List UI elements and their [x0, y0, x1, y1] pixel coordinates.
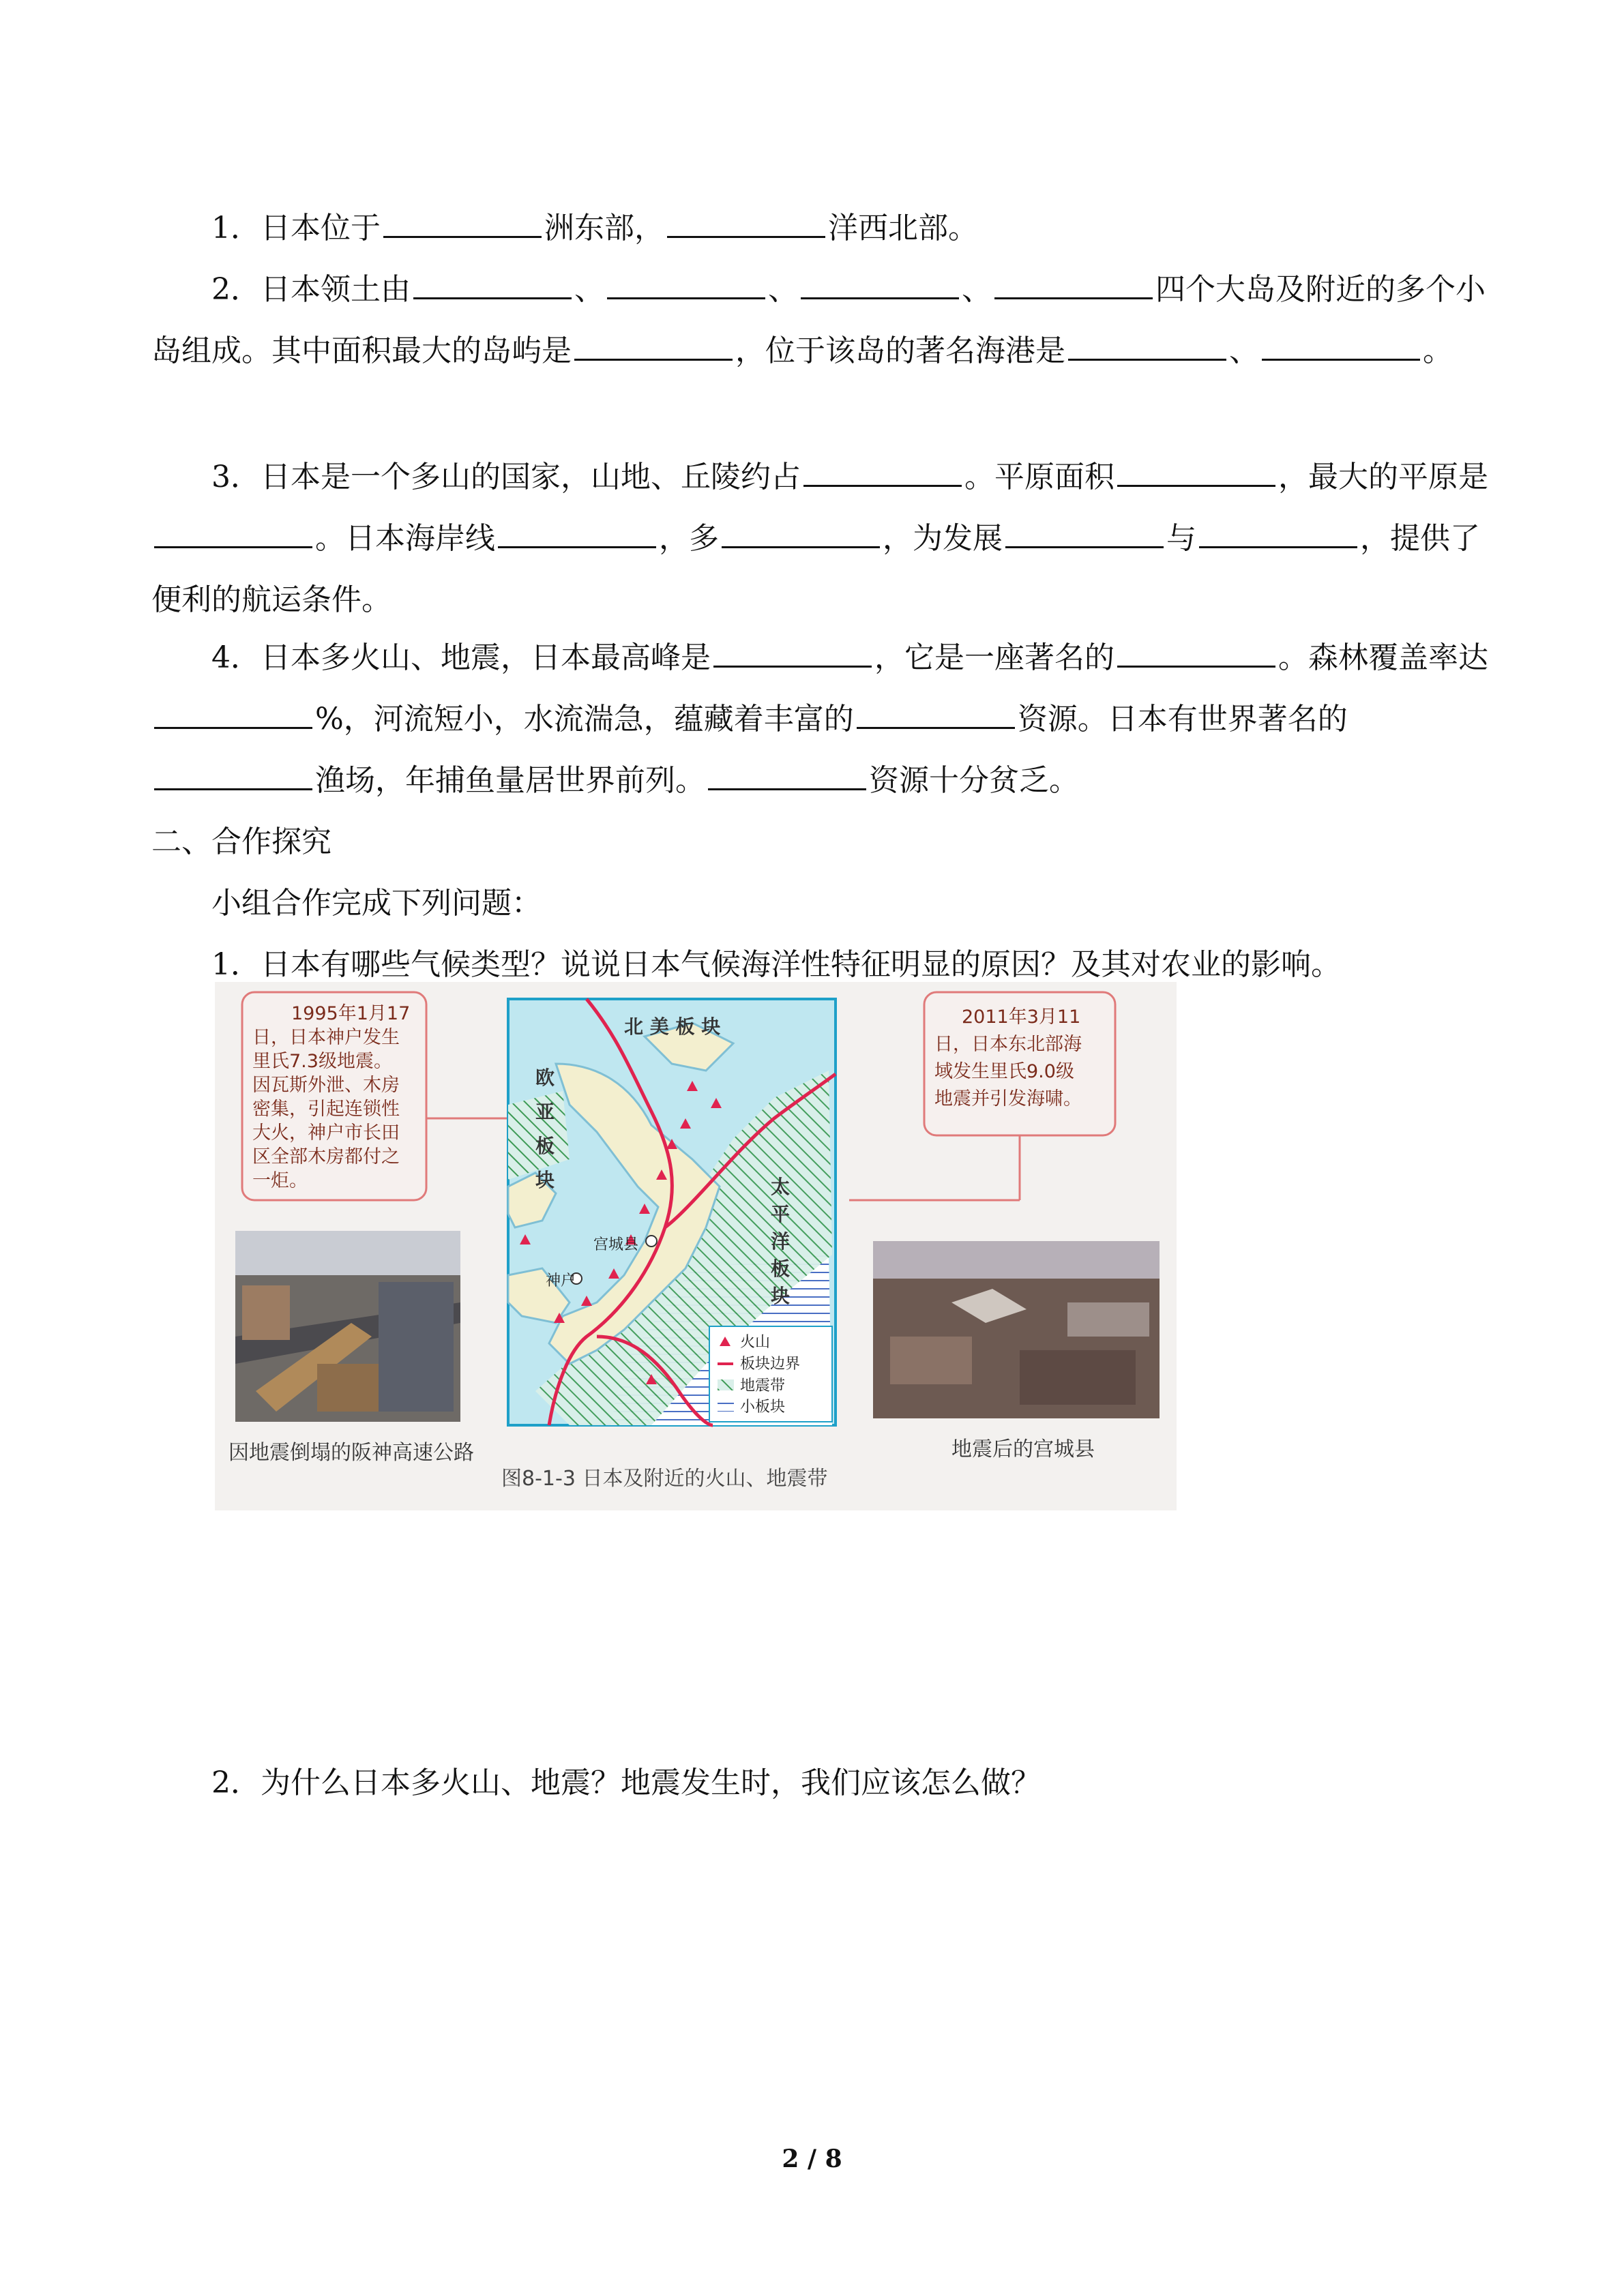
callout-right-line: 2011年3月11	[962, 1007, 1081, 1028]
label-pacific-plate	[771, 1176, 790, 1307]
q2-text: 、	[962, 272, 992, 307]
photo-collapsed-highway	[235, 1231, 460, 1422]
answer-blank[interactable]	[1199, 516, 1357, 548]
q4-text: %，河流短小，水流湍急，蕴藏着丰富的	[315, 702, 854, 736]
callout-right-line: 日，日本东北部海	[934, 1034, 1082, 1055]
callout-left-line: 一炬。	[252, 1170, 308, 1191]
q3-text: ，多	[659, 521, 719, 556]
q4-text: 资源十分贫乏。	[869, 763, 1079, 798]
figure-svg	[215, 982, 1177, 1510]
q1-number: 1．	[211, 211, 261, 245]
answer-blank[interactable]	[1005, 516, 1164, 548]
figure-caption: 图8-1-3 日本及附近的火山、地震带	[501, 1467, 828, 1491]
city-marker-miyagi	[646, 1236, 657, 1247]
answer-blank[interactable]	[383, 206, 542, 238]
plate-label-char: 平	[771, 1203, 791, 1225]
plate-label-char: 块	[535, 1169, 555, 1191]
label-north-america-plate: 北 美 板 块	[624, 1015, 721, 1038]
plate-label-char: 欧	[535, 1067, 555, 1089]
answer-blank[interactable]	[708, 758, 866, 790]
question-3	[151, 447, 1488, 631]
photo-miyagi	[873, 1241, 1160, 1418]
label-kobe: 神户	[546, 1272, 576, 1289]
q3-text: ，为发展	[883, 521, 1003, 556]
q4-number: 4．	[211, 640, 261, 675]
answer-blank[interactable]	[667, 206, 825, 238]
callout-left-line: 日，日本神户发生	[252, 1027, 400, 1048]
legend-label: 板块边界	[740, 1356, 801, 1373]
answer-blank[interactable]	[154, 758, 312, 790]
callout-left-line: 密集，引起连锁性	[252, 1099, 400, 1120]
section-heading: 二、合作探究	[151, 824, 331, 859]
answer-blank[interactable]	[857, 697, 1015, 729]
q3-text: 。日本海岸线	[315, 521, 495, 556]
legend-label: 地震带	[740, 1377, 786, 1395]
plate-label-char: 板	[535, 1135, 555, 1157]
earthquake-belt-icon	[718, 1380, 734, 1390]
q1-text: 日本位于	[261, 211, 381, 245]
callout-left-line: 1995年1月17	[291, 1003, 411, 1024]
page-number: 2 / 8	[782, 2145, 842, 2173]
answer-blank[interactable]	[1117, 636, 1275, 668]
answer-blank[interactable]	[1117, 455, 1275, 487]
section-intro: 小组合作完成下列问题：	[211, 886, 542, 921]
q2-text: 、	[574, 272, 604, 307]
q2-text: 、	[768, 272, 798, 307]
answer-blank[interactable]	[607, 267, 765, 299]
q4-text: 。森林覆盖率达	[1278, 640, 1488, 675]
q2-text: 。	[1423, 333, 1453, 368]
map-japan-plates	[508, 999, 836, 1425]
answer-blank[interactable]	[801, 267, 959, 299]
legend-label: 小板块	[740, 1399, 786, 1416]
q1-text: 洲东部，	[544, 211, 664, 245]
answer-blank[interactable]	[413, 267, 572, 299]
q1-text: 洋西北部。	[828, 211, 978, 245]
answer-blank[interactable]	[574, 329, 733, 361]
map-legend	[709, 1326, 832, 1422]
q3-text: ，最大的平原是	[1278, 460, 1488, 494]
callout-left-line: 区全部木房都付之	[252, 1146, 400, 1167]
plate-label-char: 板	[771, 1257, 791, 1280]
answer-blank[interactable]	[994, 267, 1153, 299]
q3-number: 3．	[211, 460, 261, 494]
q3-text: 。平原面积	[964, 460, 1114, 494]
discussion-question-1: 1．日本有哪些气候类型？说说日本气候海洋性特征明显的原因？及其对农业的影响。	[211, 947, 1341, 982]
q4-text: 日本多火山、地震，日本最高峰是	[261, 640, 711, 675]
answer-blank[interactable]	[154, 697, 312, 729]
caption-right: 地震后的宫城县	[951, 1437, 1095, 1461]
q4-text: ，它是一座著名的	[874, 640, 1114, 675]
callout-left-line: 里氏7.3级地震。	[252, 1051, 392, 1072]
callout-right-line: 地震并引发海啸。	[934, 1088, 1082, 1109]
q3-text: ，提供了便利的航运条件。	[151, 521, 1480, 617]
answer-blank[interactable]	[1262, 329, 1420, 361]
label-miyagi: 宫城县	[593, 1236, 639, 1253]
answer-blank[interactable]	[498, 516, 656, 548]
q2-text: ，位于该岛的著名海港是	[735, 333, 1065, 368]
answer-blank[interactable]	[803, 455, 962, 487]
earthquake-figure	[215, 982, 1177, 1510]
q3-text: 与	[1166, 521, 1196, 556]
q2-text: 日本领土由	[261, 272, 411, 307]
q3-text: 日本是一个多山的国家，山地、丘陵约占	[261, 460, 801, 494]
plate-label-char: 洋	[771, 1230, 791, 1253]
plate-label-char: 太	[771, 1176, 791, 1198]
discussion-question-2: 2．为什么日本多火山、地震？地震发生时，我们应该怎么做？	[211, 1765, 1041, 1800]
callout-left-line: 因瓦斯外泄、木房	[252, 1075, 400, 1096]
answer-blank[interactable]	[154, 516, 312, 548]
question-2	[151, 259, 1488, 382]
q2-number: 2．	[211, 272, 261, 307]
answer-blank[interactable]	[1068, 329, 1226, 361]
q4-text: 渔场，年捕鱼量居世界前列。	[315, 763, 705, 798]
caption-left: 因地震倒塌的阪神高速公路	[228, 1441, 474, 1465]
q2-text: 四个大岛及附近的多个小岛组成。其中面积最大的岛屿是	[151, 272, 1486, 368]
plate-label-char: 块	[771, 1285, 791, 1307]
small-plate-icon	[718, 1401, 734, 1412]
answer-blank[interactable]	[713, 636, 872, 668]
q2-text: 、	[1229, 333, 1259, 368]
callout-left-line: 大火，神户市长田	[252, 1122, 400, 1144]
callout-right-line: 域发生里氏9.0级	[934, 1061, 1074, 1082]
question-1	[151, 198, 1488, 259]
plate-label-char: 亚	[535, 1101, 555, 1123]
legend-label: 火山	[740, 1334, 771, 1351]
question-4	[151, 627, 1488, 811]
answer-blank[interactable]	[722, 516, 880, 548]
q4-text: 资源。日本有世界著名的	[1017, 702, 1348, 736]
